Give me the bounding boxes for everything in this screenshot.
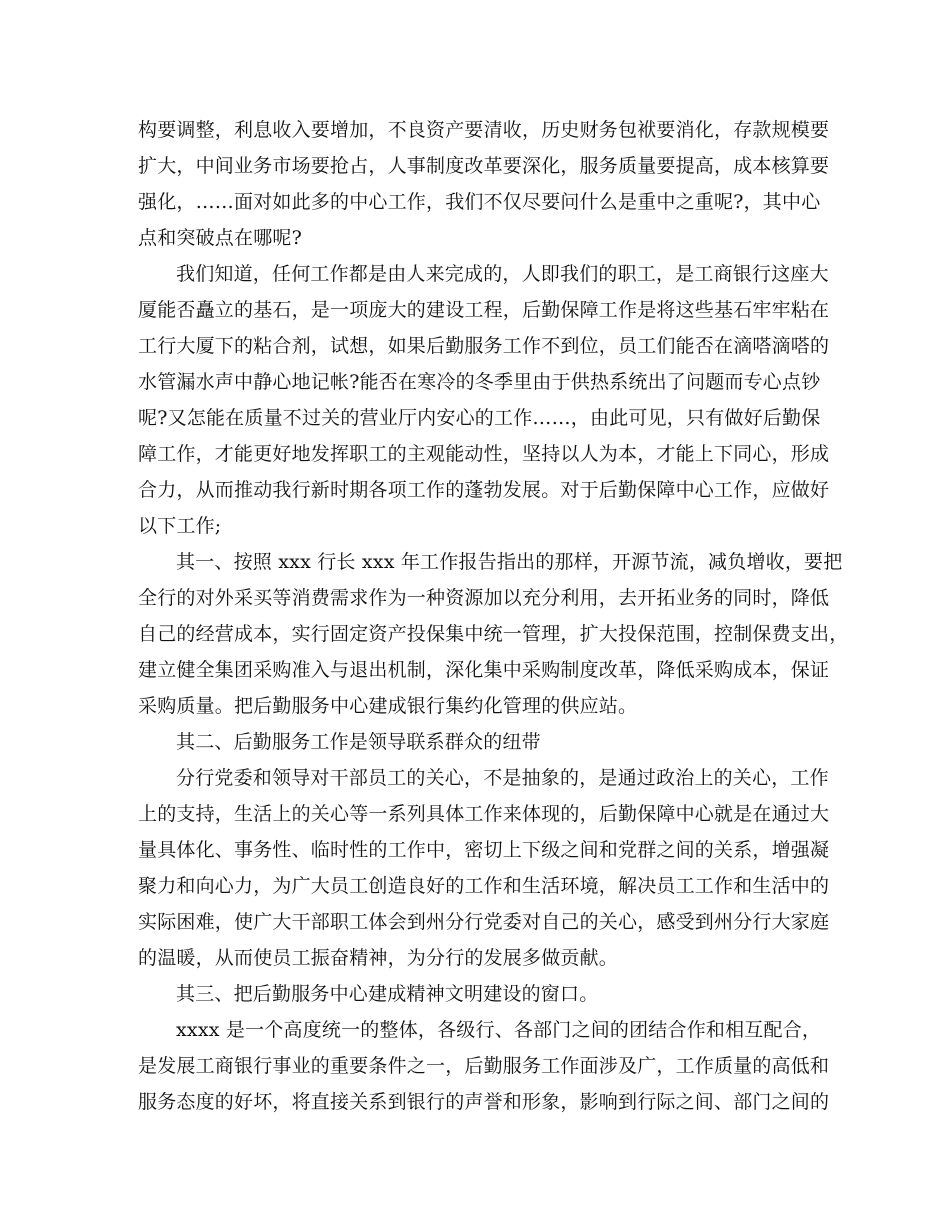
text-line: 其一、按照 xxx 行长 xxx 年工作报告指出的那样，开源节流，减负增收，要把	[176, 551, 843, 573]
paragraph	[138, 760, 830, 976]
text-line: 实际困难，使广大干部职工体会到州分行党委对自己的关心，感受到州分行大家庭	[138, 911, 830, 933]
paragraph	[138, 256, 830, 544]
document-body	[138, 112, 849, 1120]
paragraph	[138, 544, 849, 724]
text-line: 我们知道，任何工作都是由人来完成的，人即我们的职工，是工商银行这座大	[176, 263, 829, 285]
text-line: 聚力和向心力，为广大员工创造良好的工作和生活环境，解决员工工作和生活中的	[138, 875, 830, 897]
paragraph	[138, 976, 814, 1012]
text-line: 障工作，才能更好地发挥职工的主观能动性，坚持以人为本，才能上下同心，形成	[138, 443, 830, 465]
text-line: 采购质量。把后勤服务中心建成银行集约化管理的供应站。	[138, 695, 638, 717]
text-line: 合力，从而推动我行新时期各项工作的蓬勃发展。对于后勤保障中心工作，应做好	[138, 479, 830, 501]
text-line: 水管漏水声中静心地记帐?能否在寒冷的冬季里由于供热系统出了问题而专心点钞	[138, 371, 821, 393]
text-line: 建立健全集团采购准入与退出机制，深化集中采购制度改革，降低采购成本，保证	[138, 659, 830, 681]
text-line: 厦能否矗立的基石，是一项庞大的建设工程，后勤保障工作是将这些基石牢牢粘在	[138, 299, 830, 321]
paragraph	[138, 724, 814, 760]
text-line: 其三、把后勤服务中心建成精神文明建设的窗口。	[176, 983, 599, 1005]
text-line: 工行大厦下的粘合剂，试想，如果后勤服务工作不到位，员工们能否在滴嗒滴嗒的	[138, 335, 830, 357]
text-line: xxxx 是一个高度统一的整体，各级行、各部门之间的团结合作和相互配合，	[176, 1019, 822, 1041]
text-line: 构要调整，利息收入要增加，不良资产要清收，历史财务包袱要消化，存款规模要	[138, 119, 830, 141]
text-line: 全行的对外采买等消费需求作为一种资源加以充分利用，去开拓业务的同时，降低	[138, 587, 830, 609]
text-line: 自己的经营成本，实行固定资产投保集中统一管理，扩大投保范围，控制保费支出，	[138, 623, 849, 645]
paragraph	[138, 112, 830, 256]
text-line: 呢?又怎能在质量不过关的营业厅内安心的工作……，由此可见，只有做好后勤保	[138, 407, 821, 429]
text-line: 上的支持，生活上的关心等一系列具体工作来体现的，后勤保障中心就是在通过大	[138, 803, 830, 825]
text-line: 的温暖，从而使员工振奋精神，为分行的发展多做贡献。	[138, 947, 619, 969]
text-line: 点和突破点在哪呢?	[138, 227, 302, 249]
text-line: 以下工作;	[138, 515, 222, 537]
text-line: 量具体化、事务性、临时性的工作中，密切上下级之间和党群之间的关系，增强凝	[138, 839, 830, 861]
text-line: 是发展工商银行事业的重要条件之一，后勤服务工作面涉及广，工作质量的高低和	[138, 1055, 830, 1077]
paragraph	[138, 1012, 830, 1120]
text-line: 服务态度的好坏，将直接关系到银行的声誉和形象，影响到行际之间、部门之间的	[138, 1091, 830, 1113]
text-line: 强化，……面对如此多的中心工作，我们不仅尽要问什么是重中之重呢?，其中心	[138, 191, 821, 213]
text-line: 扩大，中间业务市场要抢占，人事制度改革要深化，服务质量要提高，成本核算要	[138, 155, 830, 177]
text-line: 其二、后勤服务工作是领导联系群众的纽带	[176, 731, 541, 753]
text-line: 分行党委和领导对干部员工的关心，不是抽象的，是通过政治上的关心，工作	[176, 767, 829, 789]
